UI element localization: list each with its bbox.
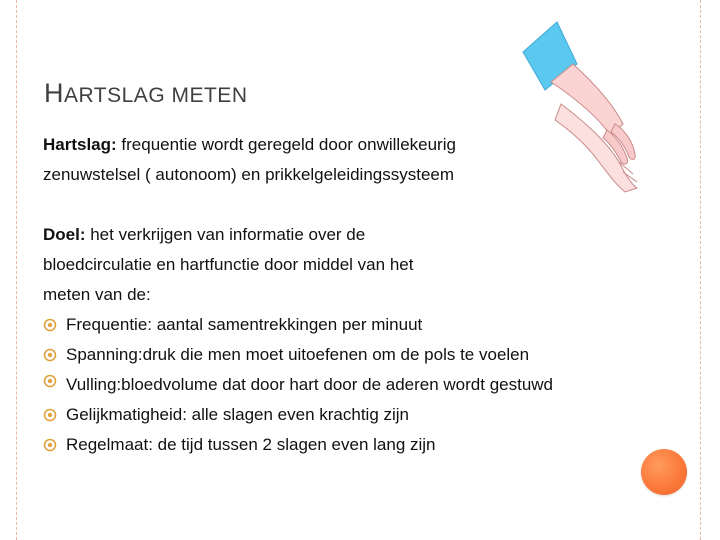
spacer xyxy=(43,190,643,220)
list-item xyxy=(43,400,643,430)
title-rest: ARTSLAG METEN xyxy=(64,84,248,107)
bullet-text: Frequentie: aantal samentrekkingen per minuut xyxy=(66,315,423,334)
doel-text-1: het verkrijgen van informatie over de xyxy=(85,225,366,244)
title-first-letter: H xyxy=(44,78,64,108)
bullet-list xyxy=(43,310,643,460)
radio-bullet-icon xyxy=(43,438,57,452)
orange-circle xyxy=(641,449,687,495)
doel-line-2: bloedcirculatie en hartfunctie door middel van het xyxy=(43,255,414,274)
radio-bullet-icon xyxy=(43,348,57,362)
frame-line-right xyxy=(700,0,702,540)
intro-line-1 xyxy=(43,130,643,160)
doel-line-3: meten van de: xyxy=(43,285,151,304)
bullet-text: Vulling:bloedvolume dat door hart door de aderen wordt gestuwd xyxy=(66,375,554,394)
bullet-text: Spanning:druk die men moet uitoefenen om de pols te voelen xyxy=(66,345,530,364)
intro-line-2: zenuwstelsel ( autonoom) en prikkelgeleidingssysteem xyxy=(43,165,455,184)
intro-label: Hartslag: xyxy=(43,135,117,154)
list-item xyxy=(43,430,643,460)
radio-bullet-icon xyxy=(43,408,57,422)
list-item xyxy=(43,310,643,340)
intro-text-1: frequentie wordt geregeld door onwillekeurig xyxy=(116,135,456,154)
bullet-text: Regelmaat: de tijd tussen 2 slagen even lang zijn xyxy=(66,435,436,454)
list-item xyxy=(43,340,643,370)
list-item xyxy=(43,370,586,400)
frame-line-left xyxy=(16,0,18,540)
doel-label: Doel: xyxy=(43,225,86,244)
doel-line-1 xyxy=(43,220,643,250)
radio-bullet-icon xyxy=(43,318,57,332)
radio-bullet-icon xyxy=(43,374,57,388)
page-title xyxy=(44,78,247,109)
body-text xyxy=(43,130,643,460)
bullet-text: Gelijkmatigheid: alle slagen even krachtig zijn xyxy=(66,405,410,424)
